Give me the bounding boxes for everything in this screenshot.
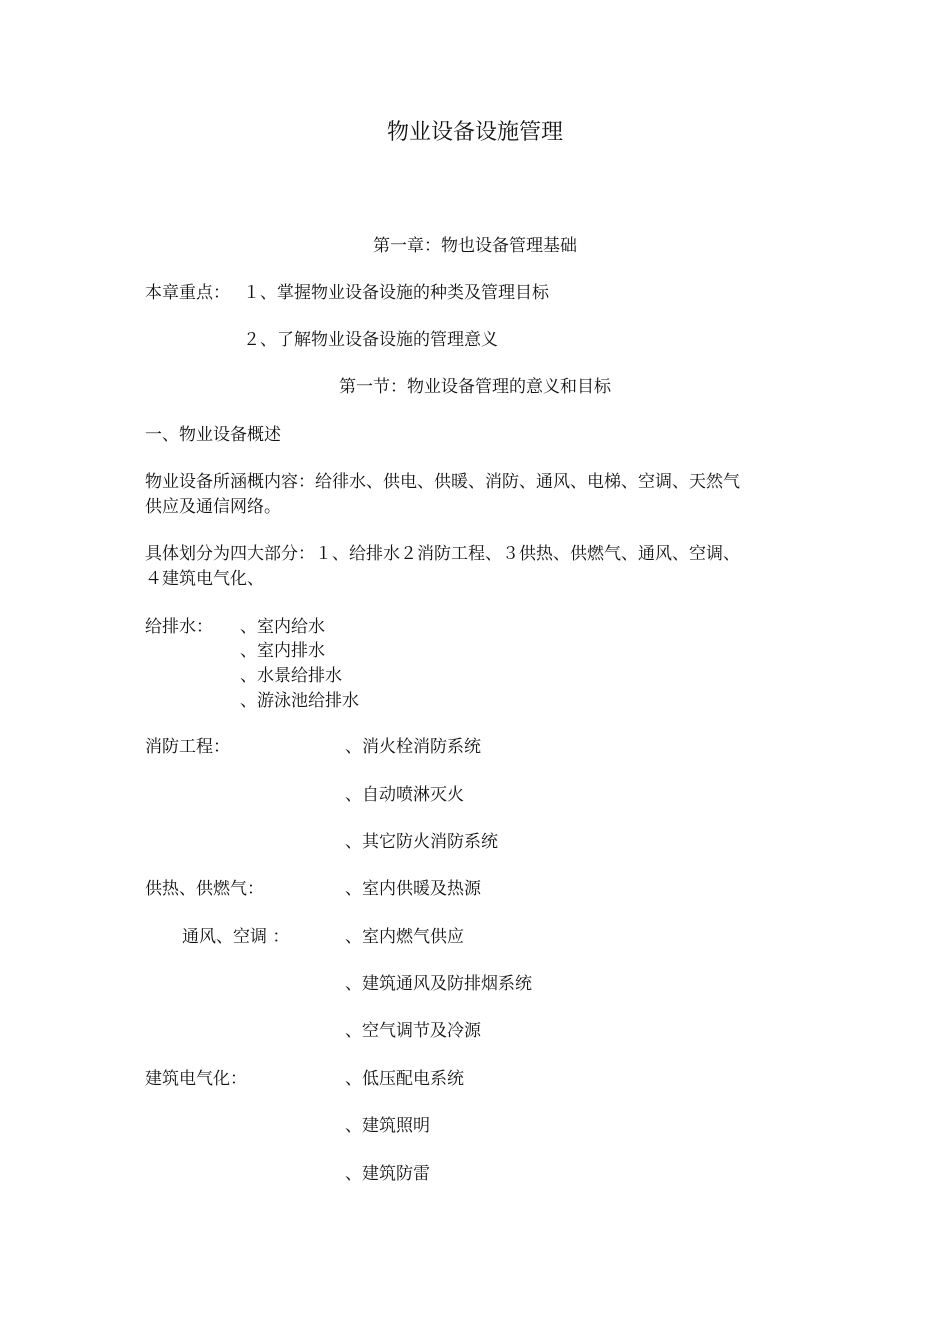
paragraph-line: 物业设备所涵概内容：给徘水、供电、供暖、消防、通风、电梯、空调、天然气 (145, 472, 740, 492)
category-item: 、消火栓消防系统 (345, 737, 481, 757)
key-points-label: 本章重点： (145, 283, 230, 303)
category-item: 、室内供暖及热源 (345, 879, 481, 899)
category-item: 、室内燃气供应 (345, 927, 464, 947)
subsection-heading: 一、物业设备概述 (145, 425, 281, 445)
category-item: 、低压配电系统 (345, 1069, 464, 1089)
category-item: 、建筑通风及防排烟系统 (345, 974, 532, 994)
category-item: 、空气调节及冷源 (345, 1021, 481, 1041)
category-item: 、室内给水 (240, 617, 325, 637)
category-label: 供热、供燃气： (145, 879, 264, 899)
paragraph-line: 具体划分为四大部分：１、给排水２消防工程、３供热、供燃气、通风、空调、 (145, 544, 740, 564)
section-heading: 第一节：物业设备管理的意义和目标 (339, 377, 611, 397)
category-item: 、建筑防雷 (345, 1164, 430, 1184)
category-item: 、建筑照明 (345, 1116, 430, 1136)
paragraph-line: ４建筑电气化、 (145, 569, 264, 589)
category-item: 、游泳池给排水 (240, 691, 359, 711)
key-point-item: １、掌握物业设备设施的种类及管理目标 (243, 283, 549, 303)
category-label: 建筑电气化： (145, 1069, 247, 1089)
chapter-heading: 第一章：物也设备管理基础 (373, 236, 577, 256)
category-item: 、其它防火消防系统 (345, 832, 498, 852)
category-label: 通风、空调 ： (182, 927, 290, 947)
category-item: 、自动喷淋灭火 (345, 785, 464, 805)
category-label: 给排水： (145, 617, 213, 637)
category-item: 、水景给排水 (240, 666, 342, 686)
category-label: 消防工程： (145, 737, 230, 757)
category-item: 、室内排水 (240, 641, 325, 661)
document-title: 物业设备设施管理 (386, 120, 563, 145)
paragraph-line: 供应及通信网络。 (145, 497, 281, 517)
key-point-item: ２、了解物业设备设施的管理意义 (243, 330, 498, 350)
